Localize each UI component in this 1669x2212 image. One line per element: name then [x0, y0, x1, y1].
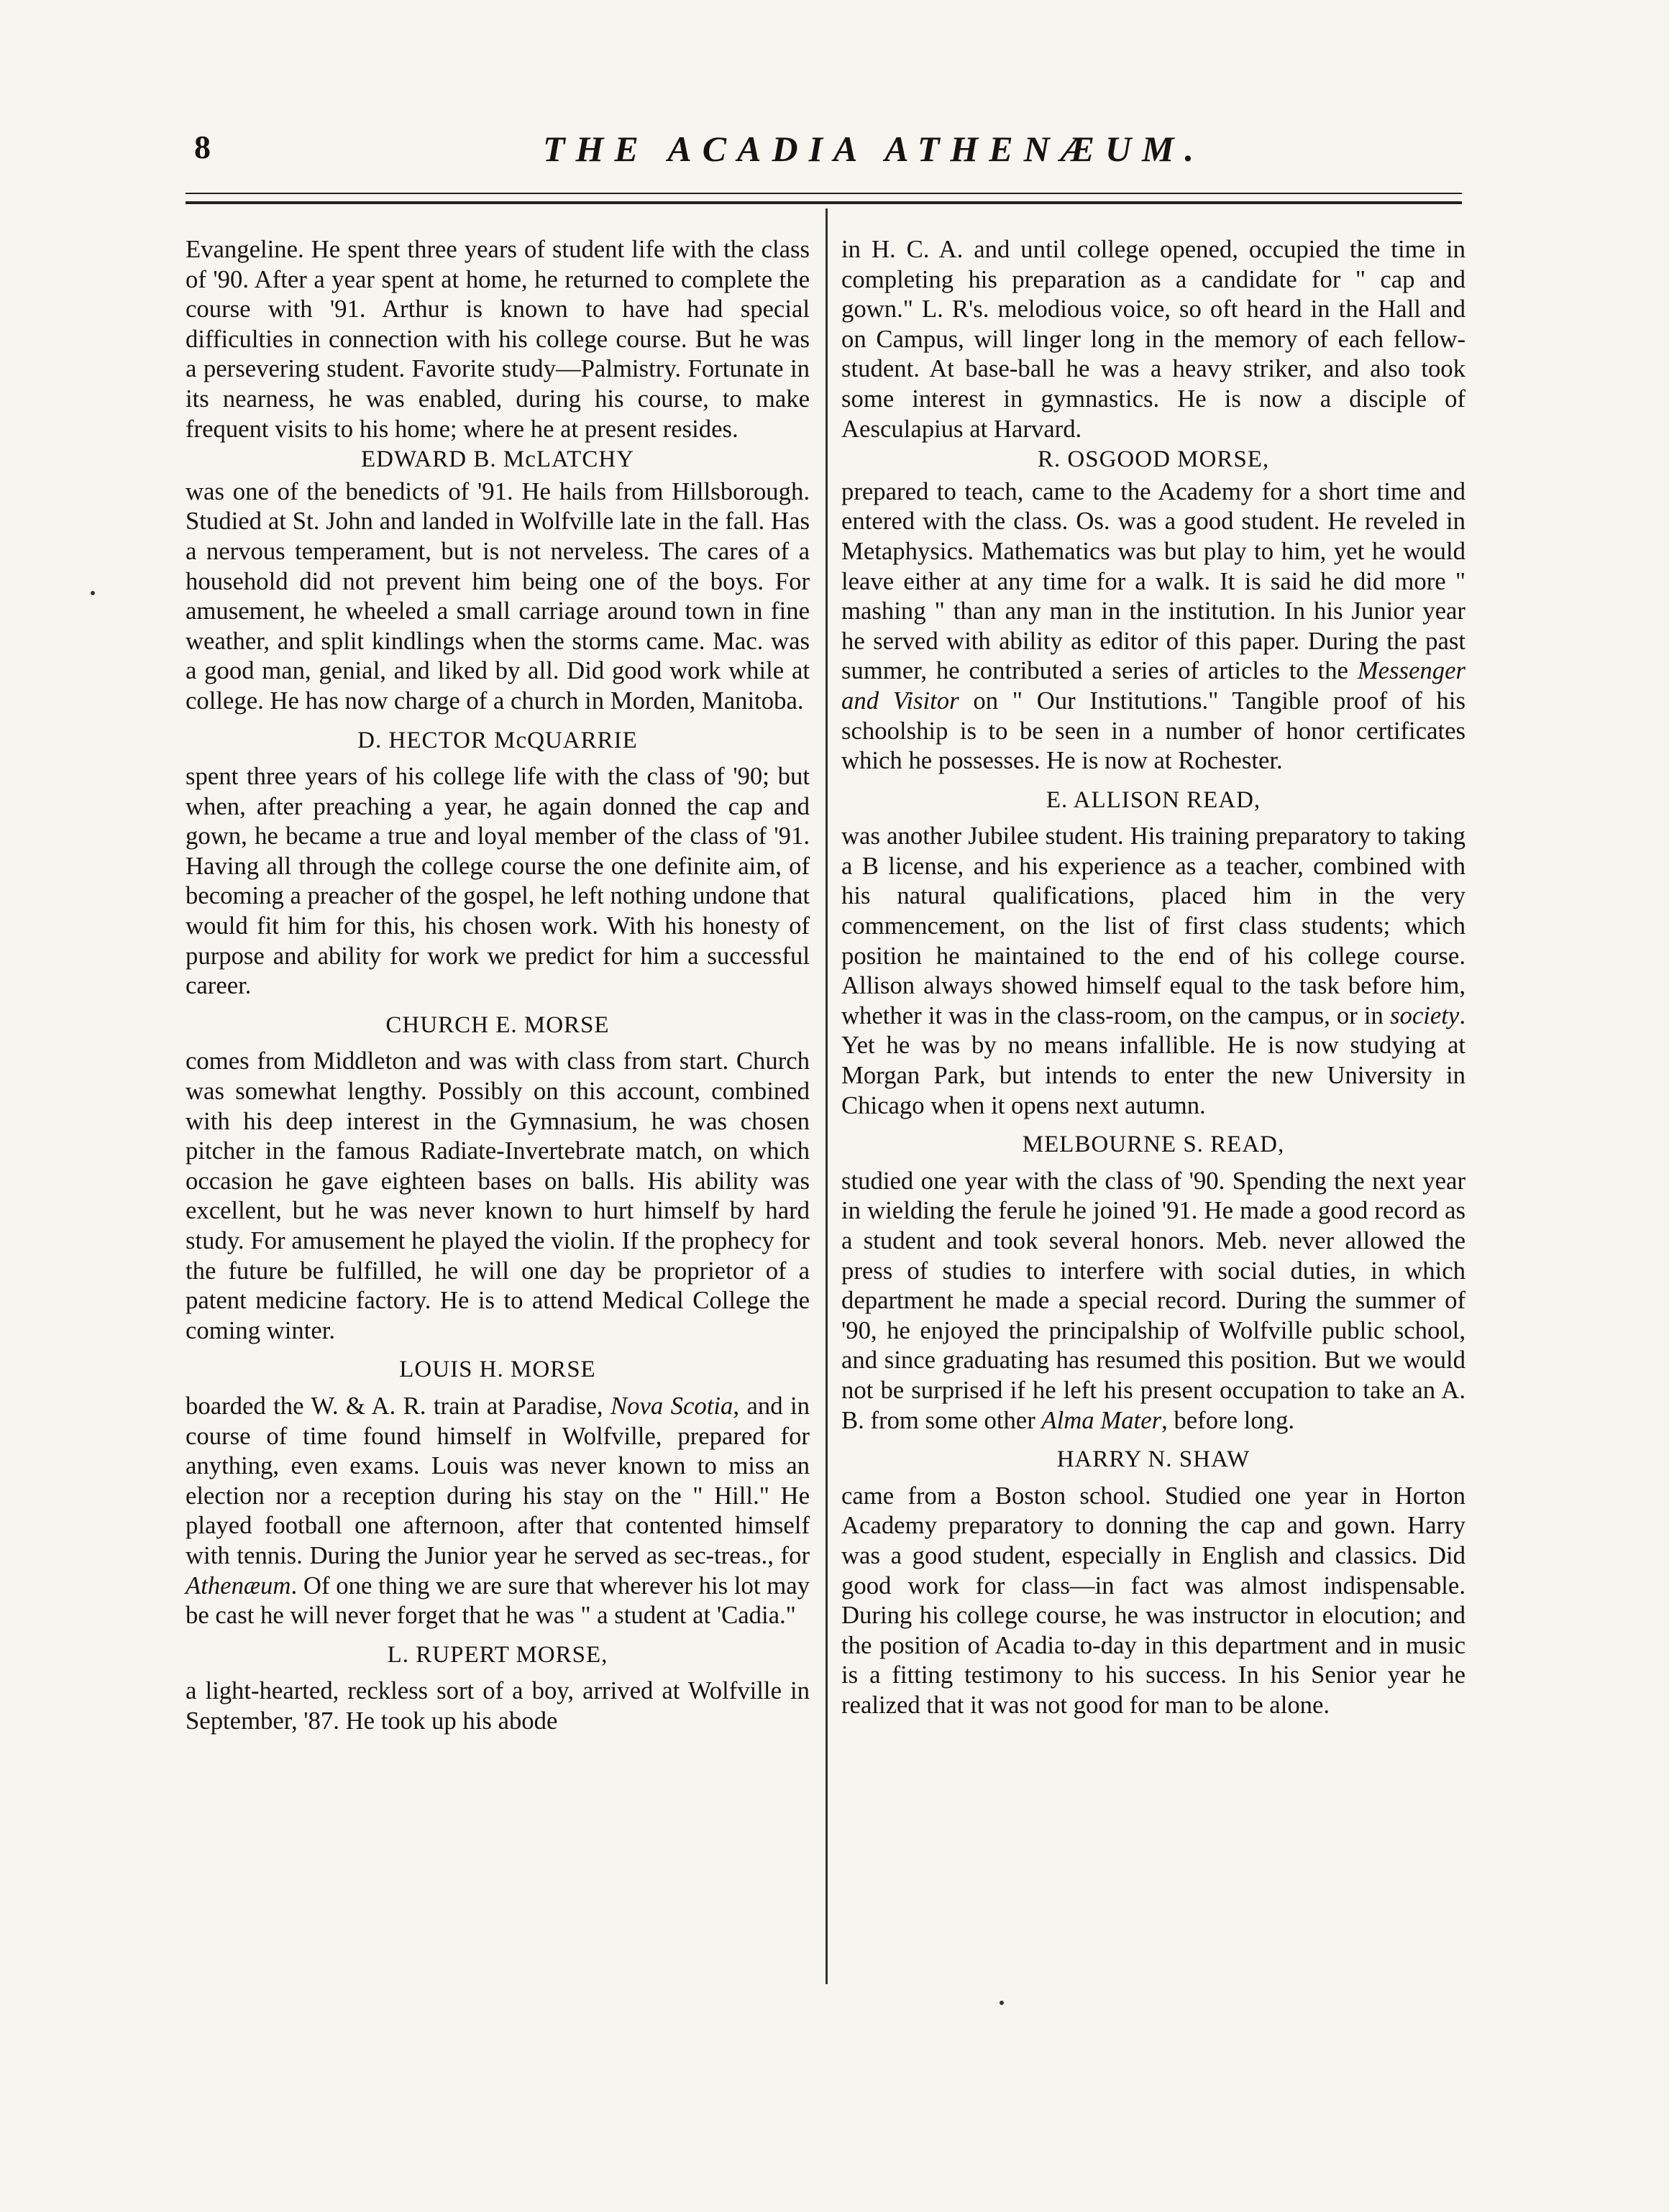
text-melbourne-a: studied one year with the class of '90. Spending the next year in wielding the ferule he joined '91. He made a good record as a student and took several honors. Meb. never allowed the press of studies to interfere with social duties, in which department he made a special record. During the summer of '90, he enjoyed the principalship of Wolfville public school, and since graduating has resumed this position. But we would not be surprised if he left his present occupation to take an A. B. from some other — [841, 1166, 1465, 1434]
paragraph-louis-morse — [186, 1391, 810, 1630]
heading-rupert-morse: L. RUPERT MORSE, — [387, 1641, 608, 1668]
left-column — [186, 234, 810, 1736]
text-louis-em1: Nova Scotia — [611, 1391, 733, 1420]
text-osgood-em: Messenger and Visitor — [841, 656, 1465, 715]
paragraph-rupert-morse: a light-hearted, reckless sort of a boy, arrived at Wolfville in September, '87. He took up his abode — [186, 1676, 810, 1735]
stray-mark — [91, 591, 95, 595]
paragraph-melbourne-read — [841, 1166, 1465, 1435]
heading-louis-morse: LOUIS H. MORSE — [399, 1357, 596, 1383]
text-osgood-b: on " Our Institutions." Tangible proof of his schoolship is to be seen in a number of honor certificates which he possesses. He is now at Rochester. — [841, 686, 1465, 775]
heading-church-morse: CHURCH E. MORSE — [385, 1011, 610, 1038]
text-osgood-a: prepared to teach, came to the Academy for a short time and entered with the class. Os. was a good student. He reveled in Metaphysics. Mathematics was but play to him, yet he would leave either at any time for a walk. It is said he did more " mashing " than any man in the institution. In his Junior year he served with ability as editor of this paper. During the past summer, he contributed a series of articles to the — [841, 477, 1465, 685]
text-louis-em2: Athenæum — [186, 1571, 291, 1600]
text-allison-em: society — [1390, 1001, 1460, 1029]
right-column — [841, 234, 1465, 1720]
stray-mark — [1000, 2001, 1004, 2005]
paragraph-osgood-morse — [841, 477, 1465, 776]
text-melbourne-em: Alma Mater — [1041, 1405, 1162, 1434]
heading-osgood-morse: R. OSGOOD MORSE, — [1037, 446, 1270, 473]
paragraph-mclatchy: was one of the benedicts of '91. He hails from Hillsborough. Studied at St. John and landed in Wolfville late in the fall. Has a nervous temperament, but is not nerveless. The cares of a household did not prevent him being one of the boys. For amusement, he wheeled a small carriage around town in fine weather, and split kindlings when the storms came. Mac. was a good man, genial, and liked by all. Did good work while at college. He has now charge of a church in Morden, Manitoba. — [186, 477, 810, 715]
journal-title: THE ACADIA ATHENÆUM. — [542, 129, 1205, 169]
header-rule-thick — [186, 201, 1462, 204]
paragraph-mcquarrie: spent three years of his college life with the class of '90; but when, after preaching a year, he again donned the cap and gown, he became a true and loyal member of the class of '91. Having all through the college course the one definite aim, of becoming a preacher of the gospel, he left nothing undone that would fit him for this, his chosen work. With his honesty of purpose and ability for work we predict for him a successful career. — [186, 762, 810, 1000]
paragraph-harry-shaw: came from a Boston school. Studied one year in Horton Academy preparatory to donning the cap and gown. Harry was a good student, especially in English and classics. Did good work for class—in fact was almost indispensable. During his college course, he was instructor in elocution; and the position of Acadia to-day in this department and in music is a fitting testimony to his success. In his Senior year he realized that it was not good for man to be alone. — [841, 1481, 1465, 1719]
text-louis-a: boarded the W. & A. R. train at Paradise, — [186, 1391, 611, 1420]
text-louis-b: , and in course of time found himself in Wolfville, prepared for anything, even exams. Louis was never known to miss an election nor a reception during his stay on the " Hill." He played football one afternoon, after that contented himself with tennis. During the Junior year he served as sec-treas., for — [186, 1391, 810, 1569]
heading-harry-shaw: HARRY N. SHAW — [1056, 1446, 1250, 1473]
heading-melbourne-read: MELBOURNE S. READ, — [1022, 1132, 1285, 1158]
paragraph-allison-read — [841, 821, 1465, 1120]
heading-mcquarrie: D. HECTOR McQUARRIE — [357, 727, 638, 753]
text-melbourne-b: , before long. — [1161, 1405, 1295, 1434]
column-divider — [826, 208, 828, 1984]
heading-mclatchy: EDWARD B. McLATCHY — [360, 446, 635, 473]
text-allison-b: . Yet he was by no means infallible. He is now studying at Morgan Park, but intends to enter the new University in Chicago when it opens next autumn. — [841, 1001, 1465, 1119]
heading-allison-read: E. ALLISON READ, — [1046, 786, 1261, 813]
text-allison-a: was another Jubilee student. His training preparatory to taking a B license, and his experience as a teacher, combined with his natural qualifications, placed him in the very commencement, on the list of first class students; which position he maintained to the end of his college course. Allison always showed himself equal to the task before him, whether it was in the class-room, on the campus, or in — [841, 822, 1465, 1029]
page-number: 8 — [194, 129, 211, 165]
paragraph-rupert-continued: in H. C. A. and until college opened, occupied the time in completing his preparation as a candidate for " cap and gown." L. R's. melodious voice, so oft heard in the Hall and on Campus, will linger long in the memory of each fellow-student. At base-ball he was a heavy striker, and also took some interest in gymnastics. He is now a disciple of Aesculapius at Harvard. — [841, 235, 1465, 443]
header-rule-thin — [186, 193, 1462, 194]
paragraph-evangeline: Evangeline. He spent three years of student life with the class of '90. After a year spent at home, he returned to complete the course with '91. Arthur is known to have had special difficulties in connection with his college course. But he was a persevering student. Favorite study—Palmistry. Fortunate in its nearness, he was enabled, during his course, to make frequent visits to his home; where he at present resides. — [186, 235, 810, 443]
text-louis-c: . Of one thing we are sure that wherever his lot may be cast he will never forget that he was " a student at 'Cadia." — [186, 1571, 810, 1630]
text-church-morse: comes from Middleton and was with class from start. Church was somewhat lengthy. Possibly on this account, combined with his deep interest in the Gymnasium, he was chosen pitcher in the famous Radiate-Invertebrate match, on which occasion he gave eighteen bases on balls. His ability was excellent, but he was never known to hurt himself by hard study. For amusement he played the violin. If the prophecy for the future be fulfilled, he will one day be proprietor of a patent medicine factory. He is to attend Medical College the coming winter. — [186, 1047, 810, 1344]
paragraph-church-morse — [186, 1046, 810, 1345]
